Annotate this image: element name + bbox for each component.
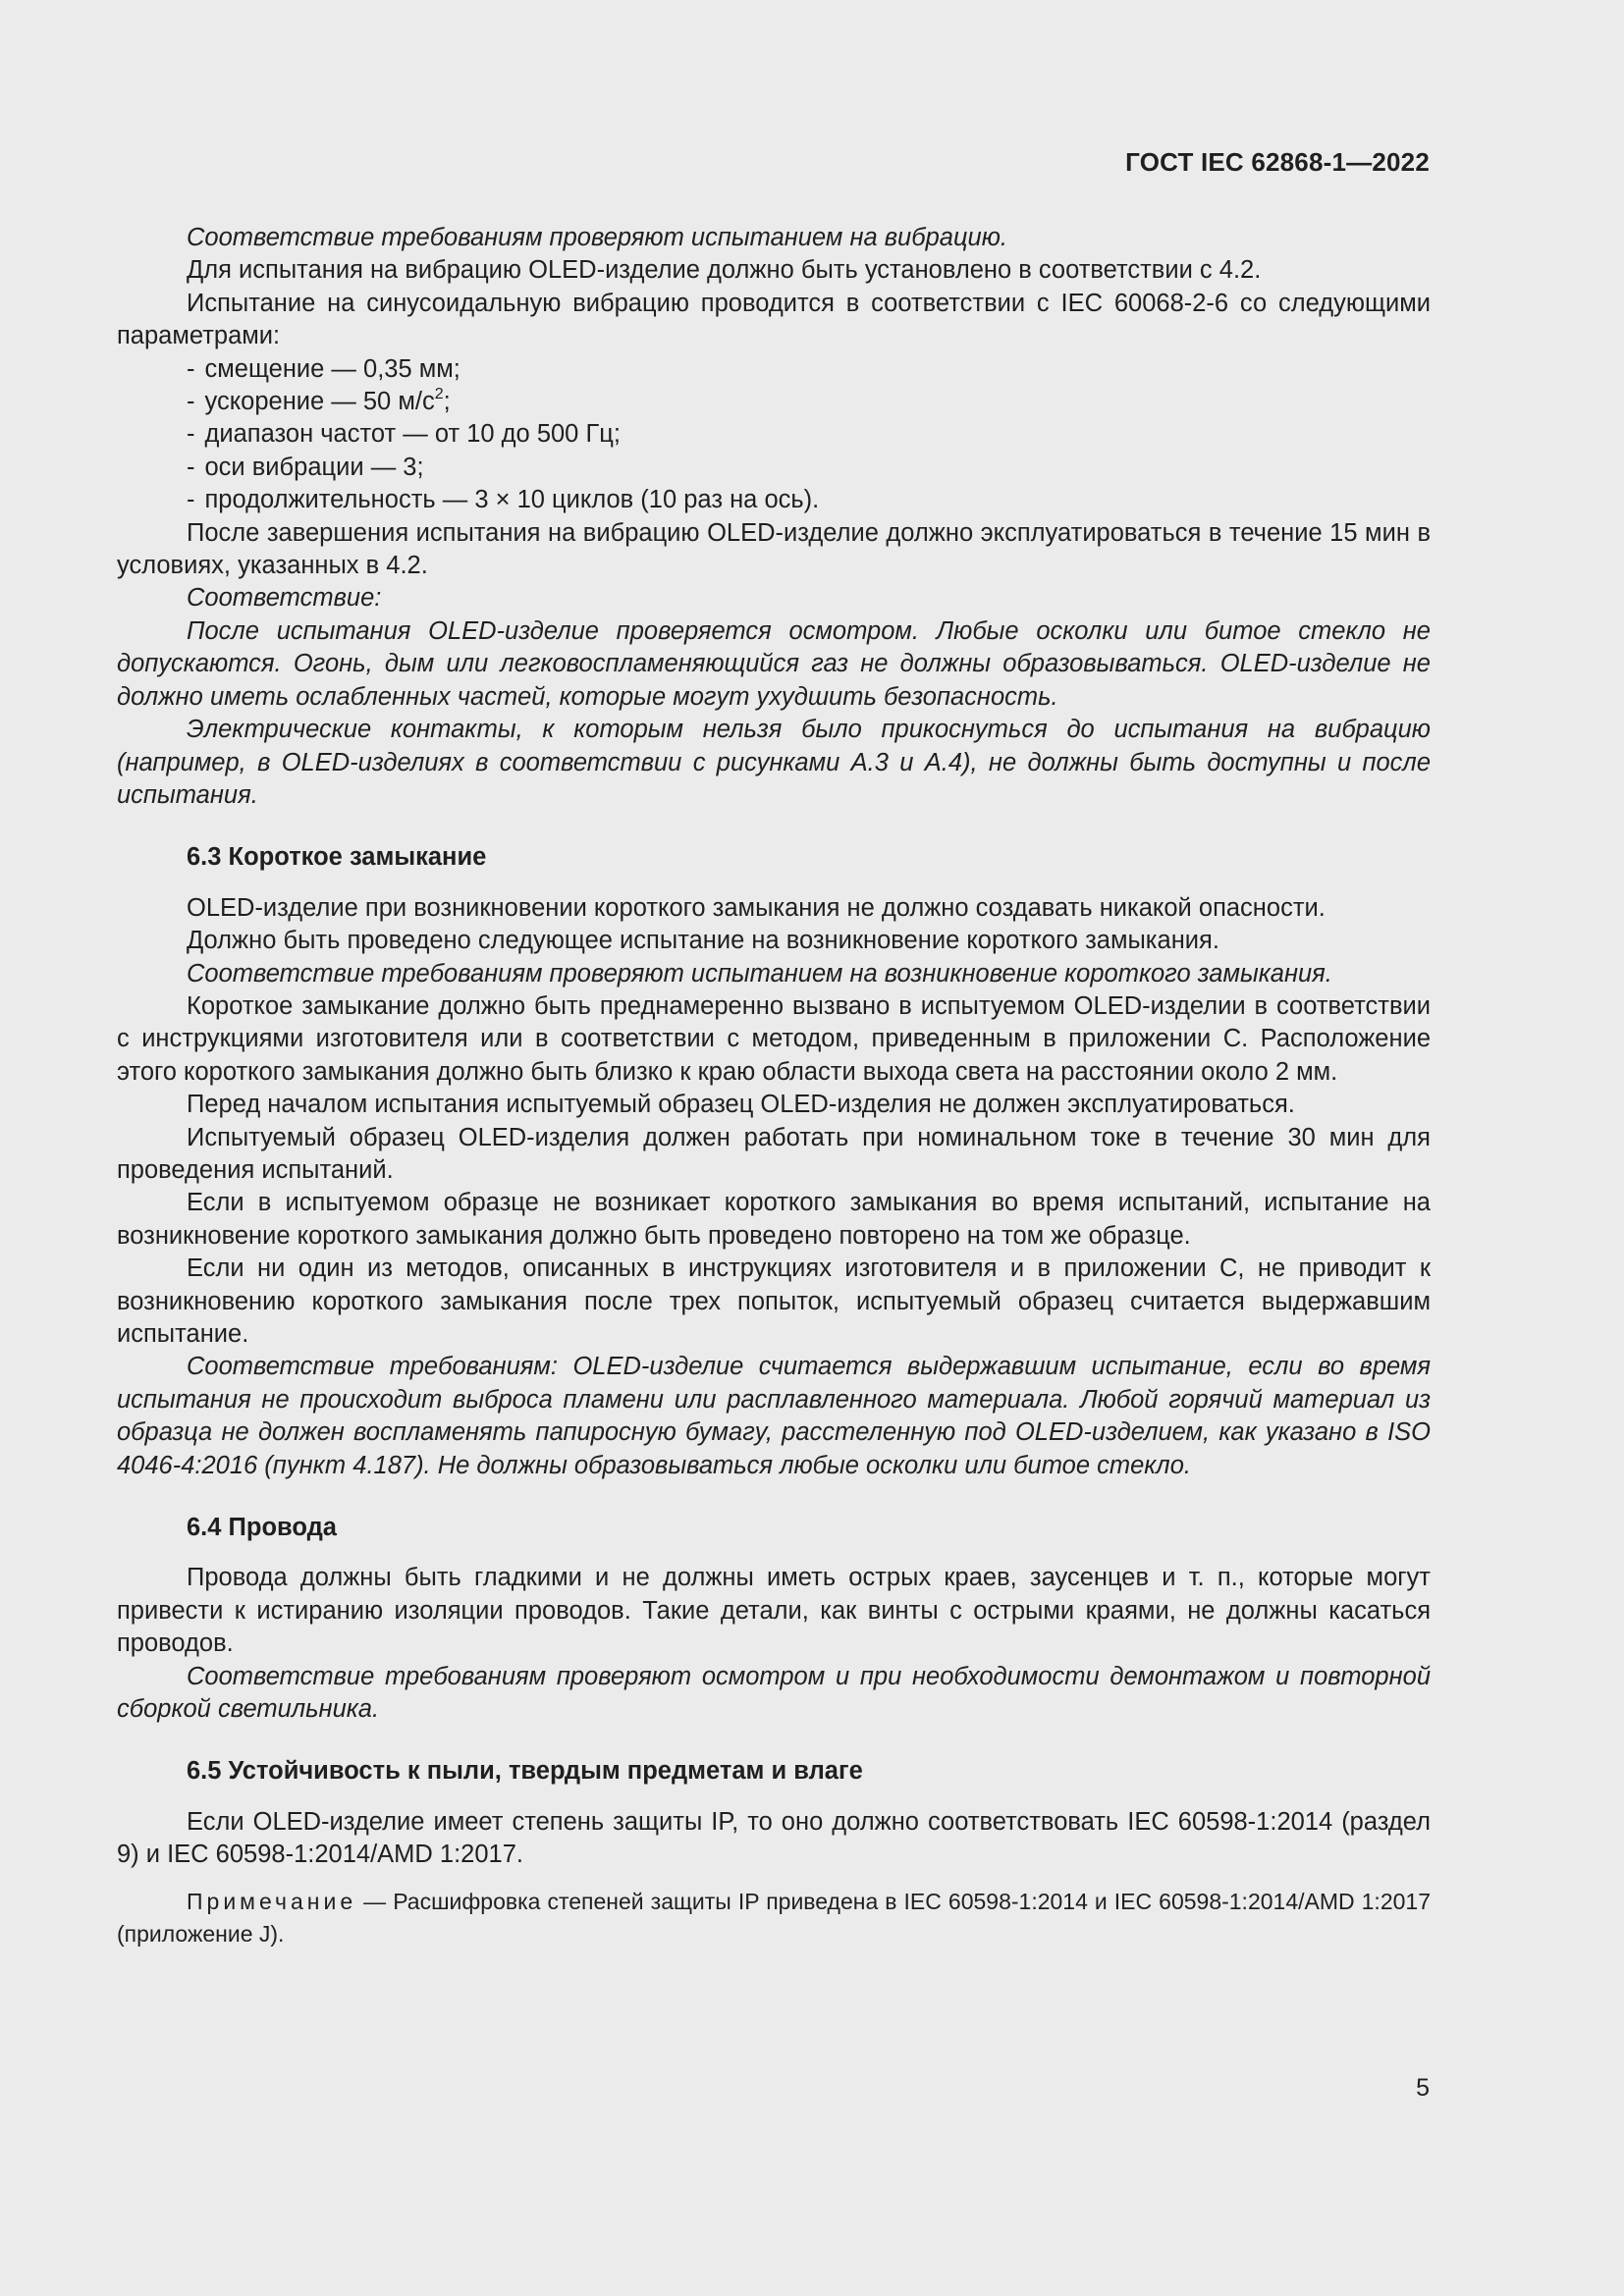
paragraph: Должно быть проведено следующее испытание на возникновение короткого замыкания. bbox=[187, 927, 1219, 955]
paragraph: Провода должны быть гладкими и не должны иметь острых краев, заусенцев и т. п., которые могут привести к истиранию изоляции проводов. Такие детали, как винты с острыми краями, не должны касаться проводов. bbox=[117, 1564, 1431, 1658]
vibration-parameters-list bbox=[117, 353, 1431, 517]
paragraph: Испытуемый образец OLED-изделия должен работать при номинальном токе в течение 30 мин для проведения испытаний. bbox=[117, 1123, 1431, 1184]
paragraph: Короткое замыкание должно быть преднамеренно вызвано в испытуемом OLED-изделии в соответствии с инструкциями изготовителя или в соответствии с методом, приведенным в приложении С. Расположение этого короткого замыкания должно быть близко к краю области выхода света на расстоянии около 2 мм. bbox=[117, 991, 1431, 1086]
page-number: 5 bbox=[1416, 2074, 1430, 2102]
paragraph: Если ни один из методов, описанных в инструкциях изготовителя и в приложении С, не приводит к возникновению короткого замыкания после трех попыток, испытуемый образец считается выдержавшим испытание. bbox=[117, 1255, 1431, 1348]
paragraph: Если OLED-изделие имеет степень защиты IP, то оно должно соответствовать IEC 60598-1:2014 (раздел 9) и IEC 60598-1:2014/AMD 1:2017. bbox=[117, 1807, 1431, 1869]
page-body bbox=[117, 222, 1431, 1973]
paragraph-mounting: Для испытания на вибрацию OLED-изделие должно быть установлено в соответствии с 4.2. bbox=[187, 256, 1262, 285]
compliance-paragraph: Соответствие требованиям: OLED-изделие считается выдержавшим испытание, если во время испытания не происходит выброса пламени или расплавленного материала. Любой горячий материал из образца не должен воспламенять папиросную бумагу, расстеленную под OLED-изделием, как указано в ISO 4046-4:2016 (пункт 4.187). Не должны образовываться любые осколки или битое стекло. bbox=[117, 1353, 1431, 1479]
document-header-id: ГОСТ IEC 62868-1—2022 bbox=[1125, 147, 1430, 177]
superscript: 2 bbox=[434, 386, 444, 403]
compliance-label: Соответствие: bbox=[187, 584, 382, 613]
section-heading-6-4: 6.4 Провода bbox=[187, 1514, 337, 1542]
list-item: - продолжительность — 3 × 10 циклов (10 раз на ось). bbox=[187, 486, 820, 514]
note-label: Примечание bbox=[187, 1888, 357, 1914]
note bbox=[117, 1886, 1431, 1950]
compliance-paragraph: Соответствие требованиям проверяют испытанием на возникновение короткого замыкания. bbox=[187, 959, 1332, 988]
list-item-text: смещение — 0,35 мм; bbox=[204, 354, 460, 383]
list-item: - смещение — 0,35 мм; bbox=[187, 354, 460, 383]
paragraph-electrical-contacts: Электрические контакты, к которым нельзя было прикоснуться до испытания на вибрацию (например, в OLED-изделиях в соответствии с рисунками А.3 и А.4), не должны быть доступны и после испытания. bbox=[117, 716, 1431, 809]
paragraph: Перед началом испытания испытуемый образец OLED-изделия не должен эксплуатироваться. bbox=[187, 1091, 1295, 1119]
paragraph-after-vibration: После завершения испытания на вибрацию OLED-изделие должно эксплуатироваться в течение 15 мин в условиях, указанных в 4.2. bbox=[117, 518, 1431, 580]
compliance-paragraph: Соответствие требованиям проверяют осмотром и при необходимости демонтажом и повторной сборкой светильника. bbox=[117, 1662, 1431, 1724]
section-heading-6-5: 6.5 Устойчивость к пыли, твердым предметам и влаге bbox=[187, 1757, 863, 1786]
paragraph-inspection: После испытания OLED-изделие проверяется осмотром. Любые осколки или битое стекло не допускаются. Огонь, дым или легковоспламеняющийся газ не должны образовываться. OLED-изделие не должно иметь ослабленных частей, которые могут ухудшить безопасность. bbox=[117, 616, 1431, 711]
list-item: - диапазон частот — от 10 до 500 Гц; bbox=[187, 420, 621, 449]
list-item-text: продолжительность — 3 × 10 циклов (10 раз на ось). bbox=[204, 486, 820, 514]
compliance-vibration-text: Соответствие требованиям проверяют испытанием на вибрацию. bbox=[187, 224, 1007, 251]
list-item-text: оси вибрации — 3; bbox=[204, 453, 424, 481]
list-item: - оси вибрации — 3; bbox=[187, 453, 424, 481]
list-item-text: диапазон частот — от 10 до 500 Гц; bbox=[204, 420, 621, 449]
section-heading-6-3: 6.3 Короткое замыкание bbox=[187, 843, 487, 872]
paragraph: OLED-изделие при возникновении короткого замыкания не должно создавать никакой опасности. bbox=[187, 893, 1326, 922]
list-item-suffix: ; bbox=[443, 388, 451, 416]
paragraph-sine-vibration: Испытание на синусоидальную вибрацию проводится в соответствии с IEC 60068-2-6 со следующими параметрами: bbox=[117, 289, 1431, 350]
note-text: — Расшифровка степеней защиты IP приведена в IEC 60598-1:2014 и IEC 60598-1:2014/AMD 1:2017 (приложение J). bbox=[117, 1888, 1431, 1947]
list-item-text: ускорение — 50 м/с bbox=[204, 388, 435, 416]
paragraph: Если в испытуемом образце не возникает короткого замыкания во время испытаний, испытание на возникновение короткого замыкания должно быть проведено повторено на том же образце. bbox=[117, 1189, 1431, 1250]
list-item: - ускорение — 50 $м/с^2$; bbox=[187, 386, 451, 416]
